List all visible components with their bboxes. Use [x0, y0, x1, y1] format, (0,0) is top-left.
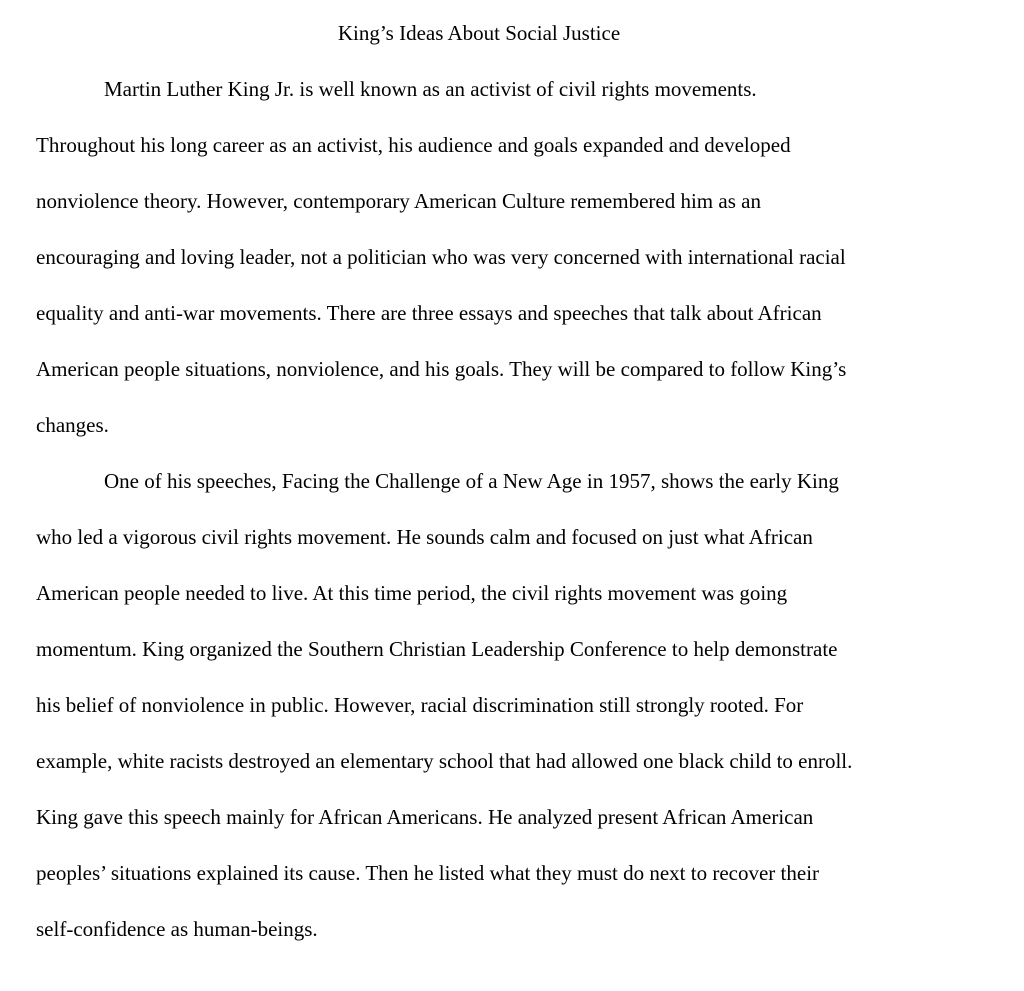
paragraph-line: his belief of nonviolence in public. However, racial discrimination still strongly rooted. For: [36, 693, 804, 717]
document-title: King’s Ideas About Social Justice: [337, 21, 621, 45]
paragraph-line: self-confidence as human-beings.: [36, 917, 318, 941]
paragraph-line: One of his speeches, Facing the Challenge of a New Age in 1957, shows the early King: [104, 469, 839, 493]
paragraph-line: momentum. King organized the Southern Christian Leadership Conference to help demonstrate: [36, 637, 838, 661]
paragraph-line: King gave this speech mainly for African Americans. He analyzed present African American: [36, 805, 814, 829]
paragraph-line: encouraging and loving leader, not a politician who was very concerned with international racial: [36, 245, 846, 269]
paragraph-line: Martin Luther King Jr. is well known as an activist of civil rights movements.: [104, 77, 757, 101]
paragraph-line: American people needed to live. At this time period, the civil rights movement was going: [36, 581, 788, 605]
paragraph-line: American people situations, nonviolence, and his goals. They will be compared to follow King’s: [36, 357, 847, 381]
paragraph-line: changes.: [36, 413, 109, 437]
paragraph-line: who led a vigorous civil rights movement. He sounds calm and focused on just what African: [36, 525, 813, 549]
paragraph-line: peoples’ situations explained its cause. Then he listed what they must do next to recover their: [36, 861, 820, 885]
paragraph-line: example, white racists destroyed an elementary school that had allowed one black child to enroll.: [36, 749, 853, 773]
paragraph-line: equality and anti-war movements. There are three essays and speeches that talk about African: [36, 301, 822, 325]
paragraph-line: nonviolence theory. However, contemporary American Culture remembered him as an: [36, 189, 761, 213]
paragraph-line: Throughout his long career as an activist, his audience and goals expanded and developed: [36, 133, 791, 157]
